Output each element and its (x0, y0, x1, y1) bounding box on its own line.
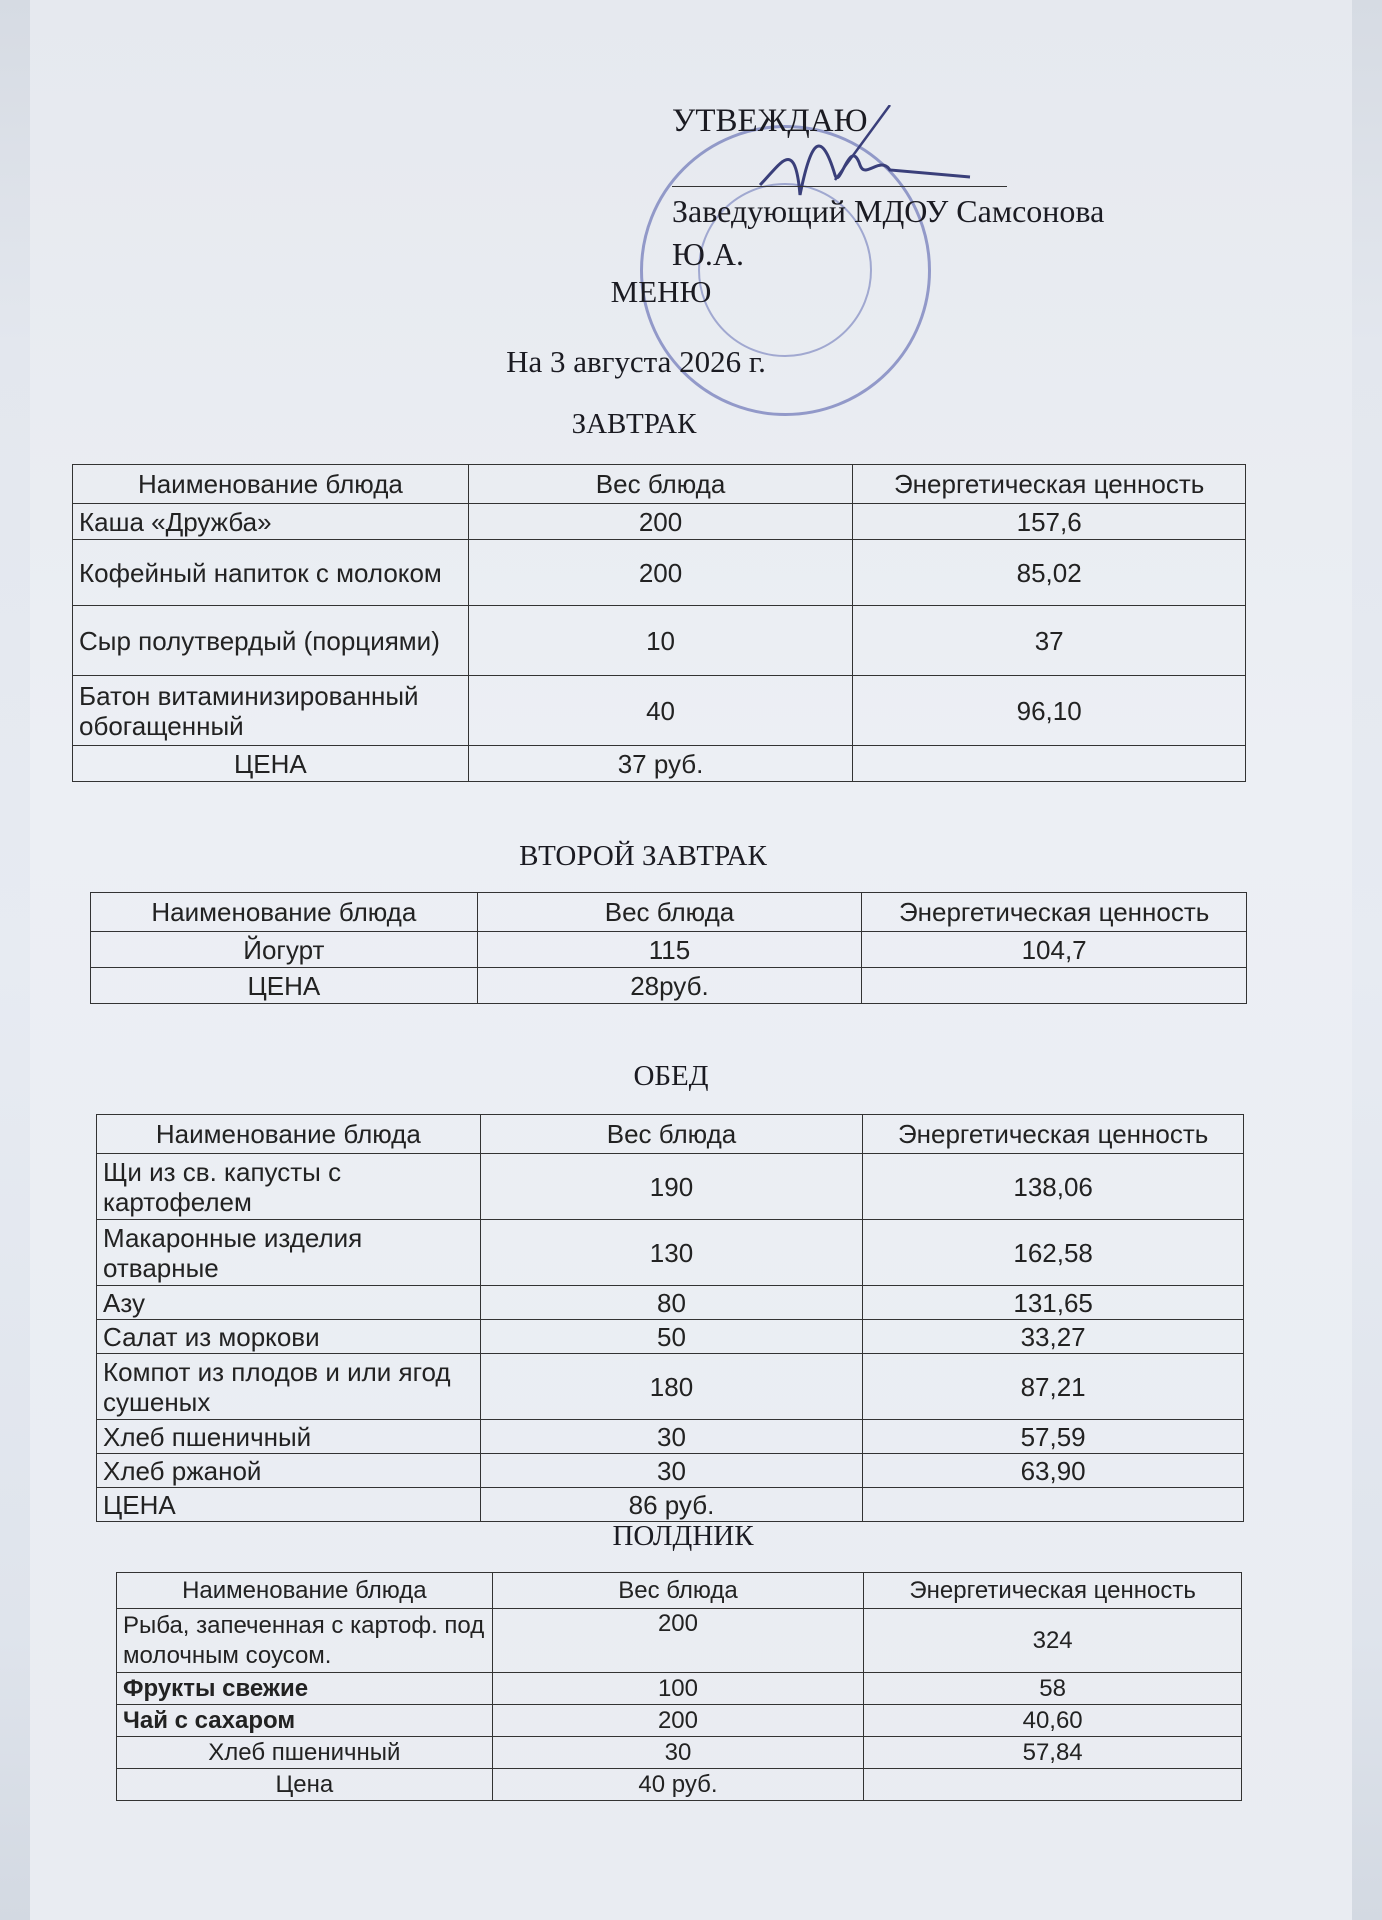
dish-weight: 30 (492, 1737, 864, 1769)
price-empty-cell (863, 1488, 1244, 1522)
approver-line-2: Ю.А. (672, 236, 744, 272)
header-weight: Вес блюда (468, 465, 853, 504)
table-row (73, 606, 1246, 676)
price-label: ЦЕНА (73, 746, 469, 782)
price-empty-cell (853, 746, 1246, 782)
dish-name: Хлеб пшеничный (97, 1420, 481, 1454)
table-row (73, 540, 1246, 606)
dish-weight: 50 (480, 1320, 863, 1354)
section-title-second-breakfast: ВТОРОЙ ЗАВТРАК (519, 840, 767, 872)
dish-name: Чай с сахаром (117, 1705, 493, 1737)
price-row (117, 1769, 1242, 1801)
dish-name: Хлеб пшеничный (117, 1737, 493, 1769)
dish-name: Рыба, запеченная с картоф. под молочным соусом. (117, 1609, 493, 1673)
table-row (73, 504, 1246, 540)
dish-energy: 33,27 (863, 1320, 1244, 1354)
lunch-table (96, 1114, 1244, 1522)
dish-name: Компот из плодов и или ягод сушеных (97, 1354, 481, 1420)
price-value: 37 руб. (468, 746, 853, 782)
header-energy: Энергетическая ценность (853, 465, 1246, 504)
table-row (97, 1220, 1244, 1286)
dish-weight: 180 (480, 1354, 863, 1420)
section-title-lunch: ОБЕД (633, 1060, 709, 1092)
dish-weight: 200 (492, 1705, 864, 1737)
snack-table (116, 1572, 1242, 1801)
second-breakfast-table (90, 892, 1247, 1004)
dish-weight: 10 (468, 606, 853, 676)
dish-energy: 87,21 (863, 1354, 1244, 1420)
price-empty-cell (864, 1769, 1242, 1801)
section-title-breakfast: ЗАВТРАК (571, 408, 697, 440)
dish-name: Батон витаминизированный обогащенный (73, 676, 469, 746)
table-header-row (97, 1115, 1244, 1154)
price-value: 28руб. (477, 968, 862, 1004)
header-weight: Вес блюда (477, 893, 862, 932)
dish-name: Кофейный напиток с молоком (73, 540, 469, 606)
dish-weight: 200 (468, 540, 853, 606)
breakfast-table (72, 464, 1246, 782)
signature-line (672, 186, 1007, 187)
table-row (97, 1454, 1244, 1488)
dish-weight: 115 (477, 932, 862, 968)
table-row (97, 1286, 1244, 1320)
dish-name: Салат из моркови (97, 1320, 481, 1354)
approver-position (672, 190, 1172, 276)
dish-energy: 138,06 (863, 1154, 1244, 1220)
dish-energy: 58 (864, 1673, 1242, 1705)
section-title-snack: ПОЛДНИК (612, 1520, 754, 1552)
approval-title: УТВЕЖДАЮ (672, 103, 868, 139)
dish-name: Макаронные изделия отварные (97, 1220, 481, 1286)
dish-energy: 57,84 (864, 1737, 1242, 1769)
price-label: ЦЕНА (97, 1488, 481, 1522)
table-row (73, 676, 1246, 746)
dish-energy: 157,6 (853, 504, 1246, 540)
price-value: 86 руб. (480, 1488, 863, 1522)
price-row (91, 968, 1247, 1004)
dish-energy: 57,59 (863, 1420, 1244, 1454)
price-row (97, 1488, 1244, 1522)
table-row (117, 1673, 1242, 1705)
table-row (117, 1705, 1242, 1737)
dish-energy: 85,02 (853, 540, 1246, 606)
dish-energy: 162,58 (863, 1220, 1244, 1286)
dish-energy: 96,10 (853, 676, 1246, 746)
table-row (97, 1420, 1244, 1454)
dish-name: Фрукты свежие (117, 1673, 493, 1705)
dish-weight: 40 (468, 676, 853, 746)
header-weight: Вес блюда (480, 1115, 863, 1154)
header-name: Наименование блюда (117, 1573, 493, 1609)
dish-weight: 100 (492, 1673, 864, 1705)
dish-weight: 80 (480, 1286, 863, 1320)
dish-weight: 130 (480, 1220, 863, 1286)
header-name: Наименование блюда (91, 893, 478, 932)
table-row (97, 1354, 1244, 1420)
table-row (117, 1737, 1242, 1769)
header-weight: Вес блюда (492, 1573, 864, 1609)
dish-name: Каша «Дружба» (73, 504, 469, 540)
dish-name: Йогурт (91, 932, 478, 968)
header-energy: Энергетическая ценность (863, 1115, 1244, 1154)
dish-weight: 30 (480, 1454, 863, 1488)
dish-weight: 200 (468, 504, 853, 540)
dish-weight: 190 (480, 1154, 863, 1220)
table-header-row (73, 465, 1246, 504)
dish-energy: 131,65 (863, 1286, 1244, 1320)
table-header-row (117, 1573, 1242, 1609)
table-header-row (91, 893, 1247, 932)
dish-name: Хлеб ржаной (97, 1454, 481, 1488)
dish-energy: 40,60 (864, 1705, 1242, 1737)
price-label: ЦЕНА (91, 968, 478, 1004)
header-energy: Энергетическая ценность (862, 893, 1247, 932)
dish-name: Азу (97, 1286, 481, 1320)
price-value: 40 руб. (492, 1769, 864, 1801)
dish-energy: 37 (853, 606, 1246, 676)
header-name: Наименование блюда (97, 1115, 481, 1154)
price-label: Цена (117, 1769, 493, 1801)
dish-energy: 63,90 (863, 1454, 1244, 1488)
price-empty-cell (862, 968, 1247, 1004)
price-row (73, 746, 1246, 782)
dish-name: Щи из св. капусты с картофелем (97, 1154, 481, 1220)
dish-weight: 30 (480, 1420, 863, 1454)
dish-energy: 104,7 (862, 932, 1247, 968)
approver-line-1: Заведующий МДОУ Самсонова (672, 193, 1105, 229)
dish-weight: 200 (492, 1609, 864, 1673)
header-energy: Энергетическая ценность (864, 1573, 1242, 1609)
table-row (91, 932, 1247, 968)
dish-energy: 324 (864, 1609, 1242, 1673)
table-row (97, 1320, 1244, 1354)
table-row (97, 1154, 1244, 1220)
dish-name: Сыр полутвердый (порциями) (73, 606, 469, 676)
document-date: На 3 августа 2026 г. (506, 344, 766, 379)
document-title: МЕНЮ (610, 274, 712, 309)
header-name: Наименование блюда (73, 465, 469, 504)
table-row (117, 1609, 1242, 1673)
